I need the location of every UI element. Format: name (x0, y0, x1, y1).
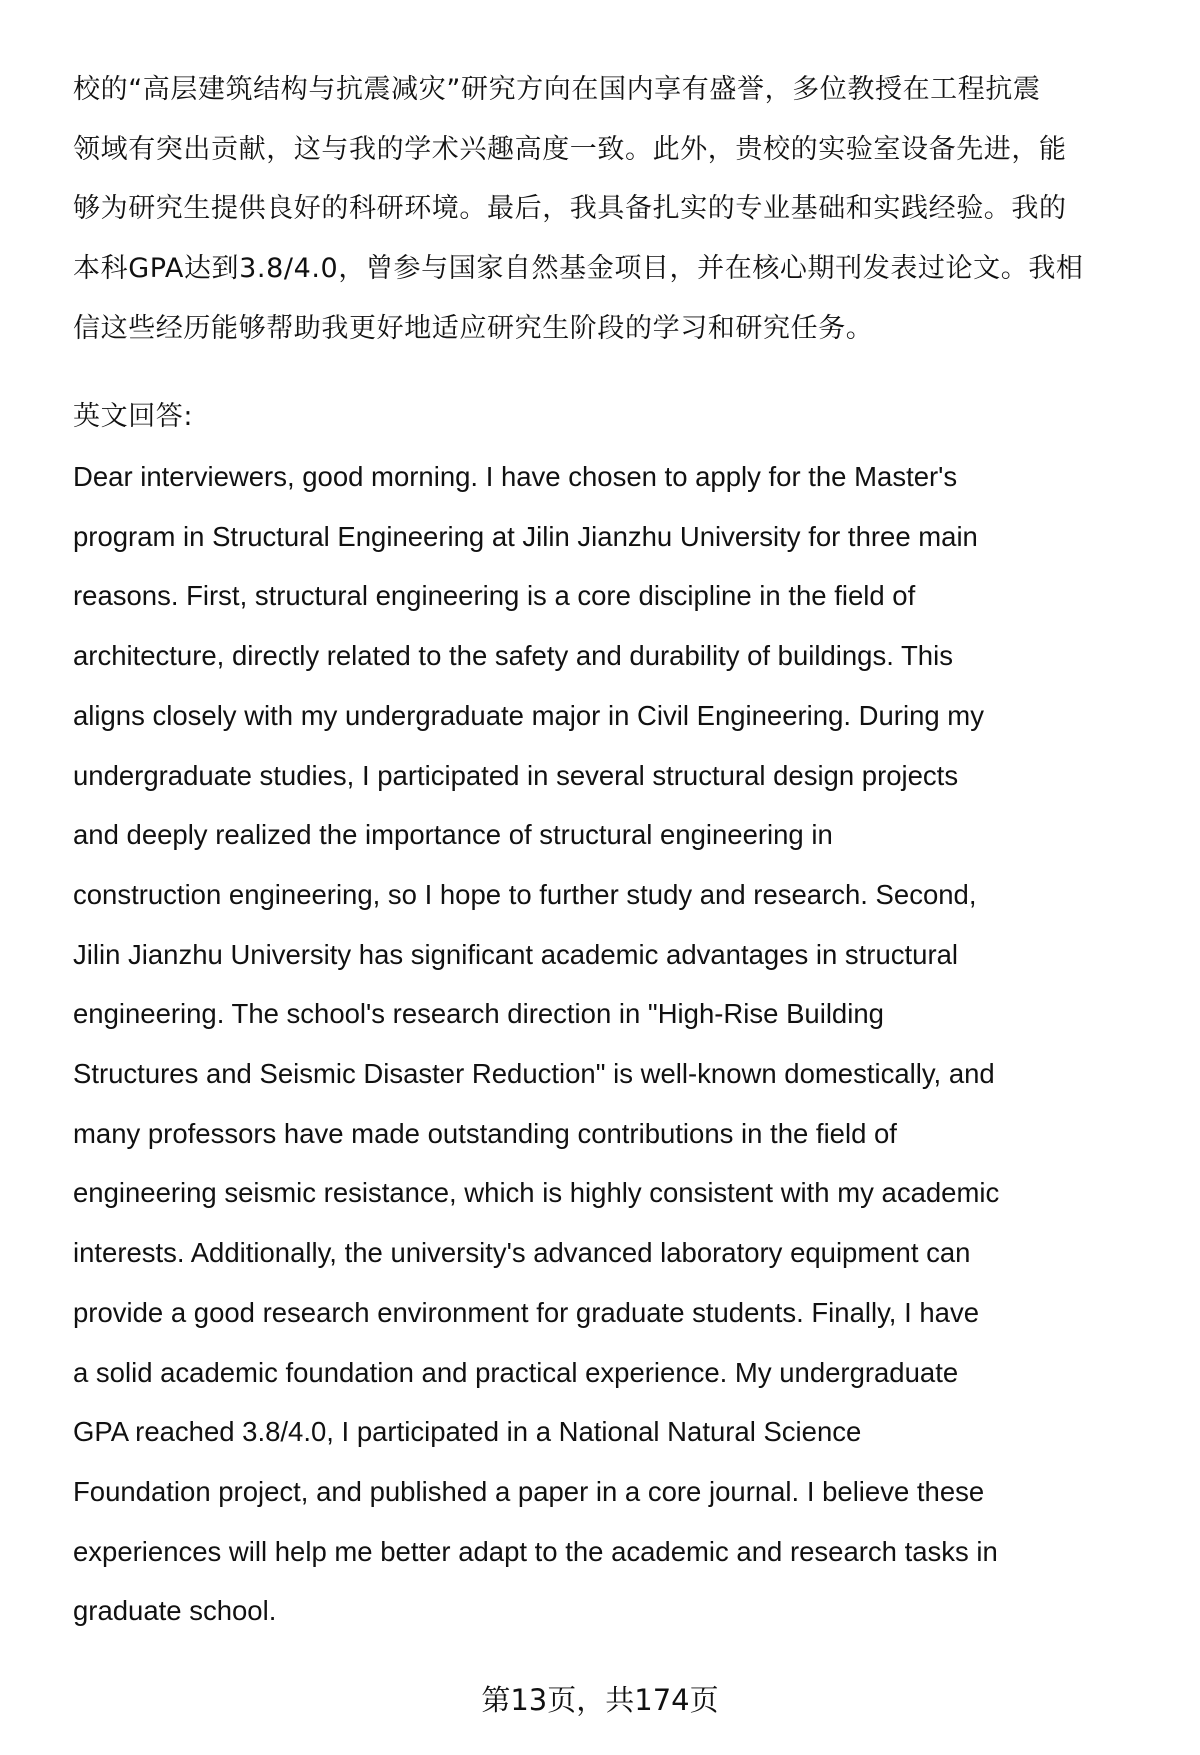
page-number: 第13页，共174页 (481, 1683, 719, 1717)
english-text-line: and deeply realized the importance of structural engineering in (73, 819, 833, 851)
english-text-line: graduate school. (73, 1595, 277, 1627)
english-text-line: aligns closely with my undergraduate major in Civil Engineering. During my (73, 699, 984, 731)
chinese-text-line: 本科GPA达到3.8/4.0，曾参与国家自然基金项目，并在核心期刊发表过论文。我相 (73, 253, 1084, 285)
english-text-line: architecture, directly related to the safety and durability of buildings. This (73, 640, 953, 672)
english-text-line: Dear interviewers, good morning. I have chosen to apply for the Master's (73, 461, 958, 492)
chinese-text-line: 够为研究生提供良好的科研环境。最后，我具备扎实的专业基础和实践经验。我的 (73, 193, 1067, 225)
english-answer-heading: 英文回答: (73, 401, 194, 432)
english-text-line: program in Structural Engineering at Jilin Jianzhu University for three main (73, 520, 978, 552)
chinese-text-line: 校的“高层建筑结构与抗震减灾”研究方向在国内享有盛誉，多位教授在工程抗震 (73, 74, 1041, 105)
english-text-line: engineering seismic resistance, which is highly consistent with my academic (73, 1177, 1000, 1209)
english-text-line: Foundation project, and published a paper in a core journal. I believe these (73, 1475, 985, 1507)
chinese-text-line: 领域有突出贡献，这与我的学术兴趣高度一致。此外，贵校的实验室设备先进，能 (73, 133, 1067, 165)
english-text-line: interests. Additionally, the university's advanced laboratory equipment can (73, 1237, 971, 1269)
english-text-line: Jilin Jianzhu University has significant academic advantages in structural (73, 938, 959, 970)
english-text-line: a solid academic foundation and practical experience. My undergraduate (73, 1356, 959, 1388)
chinese-text-line: 信这些经历能够帮助我更好地适应研究生阶段的学习和研究任务。 (73, 312, 874, 344)
english-text-line: undergraduate studies, I participated in several structural design projects (73, 759, 959, 791)
english-text-line: engineering. The school's research direction in "High-Rise Building (73, 998, 884, 1030)
english-text-line: provide a good research environment for graduate students. Finally, I have (73, 1296, 979, 1328)
english-text-line: many professors have made outstanding contributions in the field of (73, 1117, 897, 1149)
english-text-line: reasons. First, structural engineering is a core discipline in the field of (73, 580, 916, 612)
english-text-line: experiences will help me better adapt to the academic and research tasks in (73, 1535, 998, 1567)
english-text-line: Structures and Seismic Disaster Reduction" is well-known domestically, and (73, 1058, 995, 1089)
english-text-line: GPA reached 3.8/4.0, I participated in a National Natural Science (73, 1416, 862, 1448)
english-text-line: construction engineering, so I hope to further study and research. Second, (73, 878, 977, 910)
